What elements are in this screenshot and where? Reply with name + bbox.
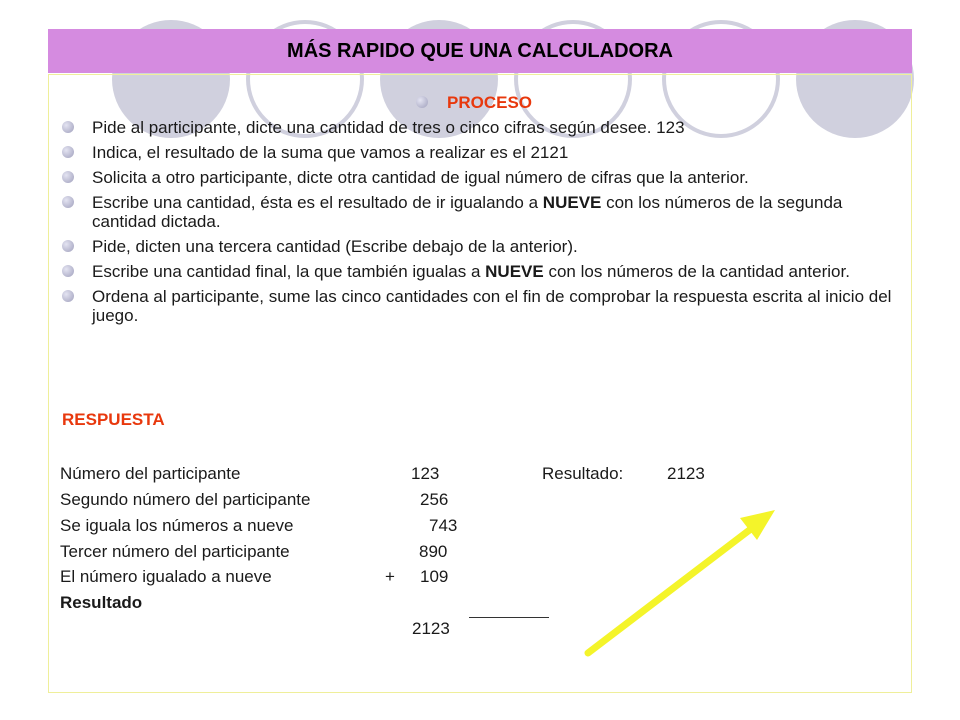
process-step-5: Pide, dicten una tercera cantidad (Escribe debajo de la anterior). (62, 237, 907, 256)
result-label: Resultado: (542, 464, 624, 483)
total-value: 2123 (412, 619, 450, 638)
process-step-1: Pide al participante, dicte una cantidad de tres o cinco cifras según desee. 123 (62, 118, 907, 137)
answer-row-value-3: 743 (429, 516, 458, 535)
bold-nueve: NUEVE (485, 262, 544, 281)
process-step-2: Indica, el resultado de la suma que vamos a realizar es el 2121 (62, 143, 907, 162)
answer-row-value-2: 256 (420, 490, 449, 509)
result-value: 2123 (667, 464, 705, 483)
process-step-7: Ordena al participante, sume las cinco cantidades con el fin de comprobar la respuesta escrita al inicio del juego. (62, 287, 907, 325)
bold-nueve: NUEVE (542, 193, 602, 212)
answer-row-label-2: Segundo número del participante (60, 490, 311, 509)
plus-sign: + (385, 567, 395, 586)
process-step-6: Escribe una cantidad final, la que también igualas a NUEVE con los números de la cantidad anterior. (62, 262, 907, 281)
process-step-4: Escribe una cantidad, ésta es el resultado de ir igualando a NUEVE con los números de la segunda cantidad dictada. (62, 193, 907, 231)
answer-row-label-4: Tercer número del participante (60, 542, 290, 561)
answer-row-value-4: 890 (419, 542, 448, 561)
answer-row-value-1: 123 (411, 464, 440, 483)
answer-heading: RESPUESTA (62, 410, 165, 429)
answer-row-label-5: El número igualado a nueve (60, 567, 272, 586)
answer-row-value-5: 109 (420, 567, 449, 586)
total-label: Resultado (60, 593, 143, 612)
answer-row-label-1: Número del participante (60, 464, 241, 483)
process-step-3: Solicita a otro participante, dicte otra cantidad de igual número de cifras que la anterior. (62, 168, 907, 187)
answer-row-label-3: Se iguala los números a nueve (60, 516, 294, 535)
process-heading: PROCESO (447, 93, 533, 112)
slide-title: MÁS RAPIDO QUE UNA CALCULADORA (48, 29, 912, 73)
